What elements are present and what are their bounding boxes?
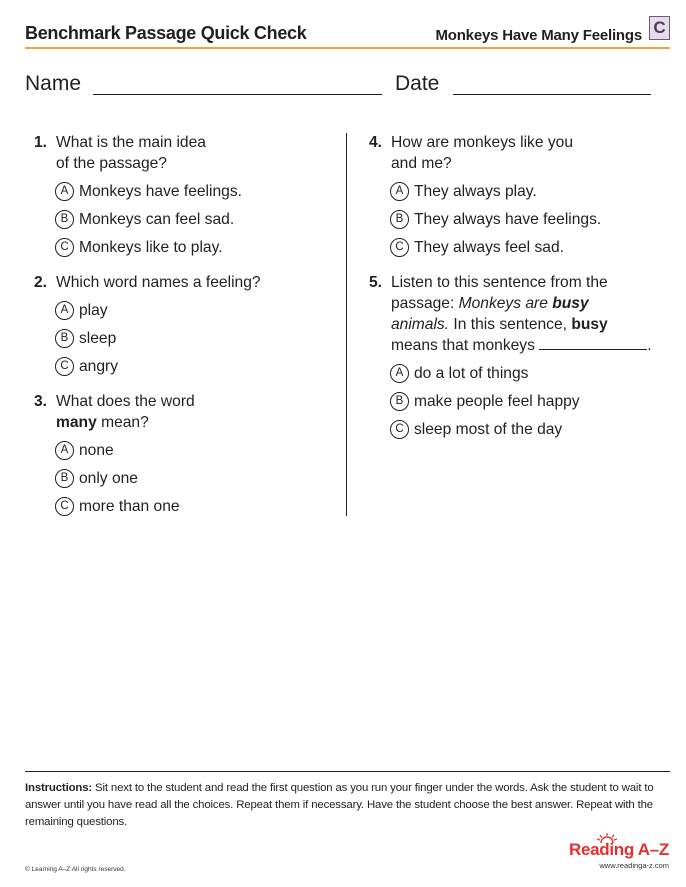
brand-block xyxy=(569,840,669,870)
question-number: 1. xyxy=(34,134,48,151)
quoted-sentence: Monkeys are xyxy=(458,295,553,312)
instructions-box xyxy=(25,771,670,831)
choice-a[interactable] xyxy=(55,440,334,461)
choice-c[interactable] xyxy=(390,237,679,258)
answer-bubble[interactable]: A xyxy=(55,441,74,460)
choice-c[interactable] xyxy=(55,356,334,377)
brand-url: www.readinga-z.com xyxy=(599,861,669,870)
question-number: 3. xyxy=(34,393,48,410)
choice-b[interactable] xyxy=(55,209,334,230)
stem-line: and me? xyxy=(391,155,452,172)
question-3 xyxy=(34,391,334,517)
stem-line: Which word names a feeling? xyxy=(56,274,261,291)
choice-a[interactable] xyxy=(390,363,679,384)
questions-right-column xyxy=(369,132,679,440)
header-rule xyxy=(25,47,670,49)
answer-bubble[interactable]: A xyxy=(390,182,409,201)
answer-bubble[interactable]: B xyxy=(390,392,409,411)
level-badge: C xyxy=(649,16,670,40)
answer-bubble[interactable]: B xyxy=(55,469,74,488)
stem-line: Listen to this sentence from the xyxy=(391,274,608,291)
date-label: Date xyxy=(395,72,440,95)
choice-b[interactable] xyxy=(55,328,334,349)
name-label: Name xyxy=(25,72,82,95)
worksheet-title: Benchmark Passage Quick Check xyxy=(25,23,307,43)
question-5 xyxy=(369,272,679,440)
choice-text: angry xyxy=(79,358,119,375)
brand-logo: Reading A–Z xyxy=(569,840,669,859)
choice-text: none xyxy=(79,442,114,459)
book-title: Monkeys Have Many Feelings xyxy=(435,27,642,44)
vocab-word: busy xyxy=(571,316,608,333)
page-header xyxy=(25,14,670,48)
choice-b[interactable] xyxy=(390,209,679,230)
vocab-word: busy xyxy=(552,295,589,312)
choice-b[interactable] xyxy=(55,468,334,489)
choice-text: Monkeys can feel sad. xyxy=(79,211,235,228)
question-1 xyxy=(34,132,334,258)
questions-left-column xyxy=(34,132,334,517)
choice-text: They always feel sad. xyxy=(414,239,564,256)
column-divider xyxy=(346,133,347,516)
choice-text: more than one xyxy=(79,498,180,515)
choice-a[interactable] xyxy=(55,300,334,321)
answer-bubble[interactable]: C xyxy=(390,238,409,257)
answer-bubble[interactable]: C xyxy=(390,420,409,439)
question-number: 4. xyxy=(369,134,383,151)
stem-line xyxy=(391,335,679,356)
stem-tail: mean? xyxy=(96,414,149,431)
stem-line xyxy=(391,314,679,335)
answer-blank[interactable] xyxy=(539,336,647,350)
instructions-label: Instructions: xyxy=(25,782,93,794)
name-line[interactable] xyxy=(93,94,382,95)
choice-c[interactable] xyxy=(390,419,679,440)
copyright: © Learning A–Z All rights reserved. xyxy=(25,866,126,873)
stem-text: passage: xyxy=(391,295,459,312)
question-2 xyxy=(34,272,334,377)
choice-c[interactable] xyxy=(55,237,334,258)
answer-bubble[interactable]: B xyxy=(390,210,409,229)
choice-text: sleep xyxy=(79,330,117,347)
choice-text: make people feel happy xyxy=(414,393,580,410)
answer-bubble[interactable]: A xyxy=(390,364,409,383)
choice-a[interactable] xyxy=(390,181,679,202)
stem-line: of the passage? xyxy=(56,155,167,172)
choice-text: They always have feelings. xyxy=(414,211,602,228)
answer-bubble[interactable]: C xyxy=(55,497,74,516)
choice-text: only one xyxy=(79,470,138,487)
question-4 xyxy=(369,132,679,258)
choice-text: They always play. xyxy=(414,183,537,200)
stem-line: What is the main idea xyxy=(56,134,206,151)
answer-bubble[interactable]: C xyxy=(55,357,74,376)
answer-bubble[interactable]: B xyxy=(55,329,74,348)
stem-line: What does the word xyxy=(56,393,195,410)
question-stem xyxy=(56,132,334,174)
instructions-text: Sit next to the student and read the first question as you run your finger under the words. Ask the student to wait to answer until you have read all the choices. Repeat them if necessary. Have the student choose the best answer. Repeat with the remaining questions. xyxy=(25,782,654,828)
stem-text: In this sentence, xyxy=(449,316,572,333)
vocab-word: many xyxy=(56,414,97,431)
question-stem xyxy=(391,132,679,174)
answer-bubble[interactable]: A xyxy=(55,182,74,201)
stem-line: How are monkeys like you xyxy=(391,134,574,151)
stem-text: . xyxy=(647,337,652,354)
question-number: 5. xyxy=(369,274,383,291)
date-line[interactable] xyxy=(453,94,651,95)
stem-line xyxy=(56,412,334,433)
answer-bubble[interactable]: B xyxy=(55,210,74,229)
question-stem xyxy=(56,391,334,433)
question-stem xyxy=(56,272,334,293)
choice-b[interactable] xyxy=(390,391,679,412)
choice-text: do a lot of things xyxy=(414,365,529,382)
stem-line xyxy=(391,293,679,314)
choice-text: play xyxy=(79,302,108,319)
quoted-sentence: animals. xyxy=(391,316,450,333)
choice-text: Monkeys like to play. xyxy=(79,239,223,256)
choice-text: sleep most of the day xyxy=(414,421,563,438)
name-date-row xyxy=(25,72,670,102)
answer-bubble[interactable]: A xyxy=(55,301,74,320)
choice-a[interactable] xyxy=(55,181,334,202)
choice-c[interactable] xyxy=(55,496,334,517)
question-number: 2. xyxy=(34,274,48,291)
question-stem xyxy=(391,272,679,356)
answer-bubble[interactable]: C xyxy=(55,238,74,257)
stem-text: means that monkeys xyxy=(391,337,535,354)
choice-text: Monkeys have feelings. xyxy=(79,183,242,200)
